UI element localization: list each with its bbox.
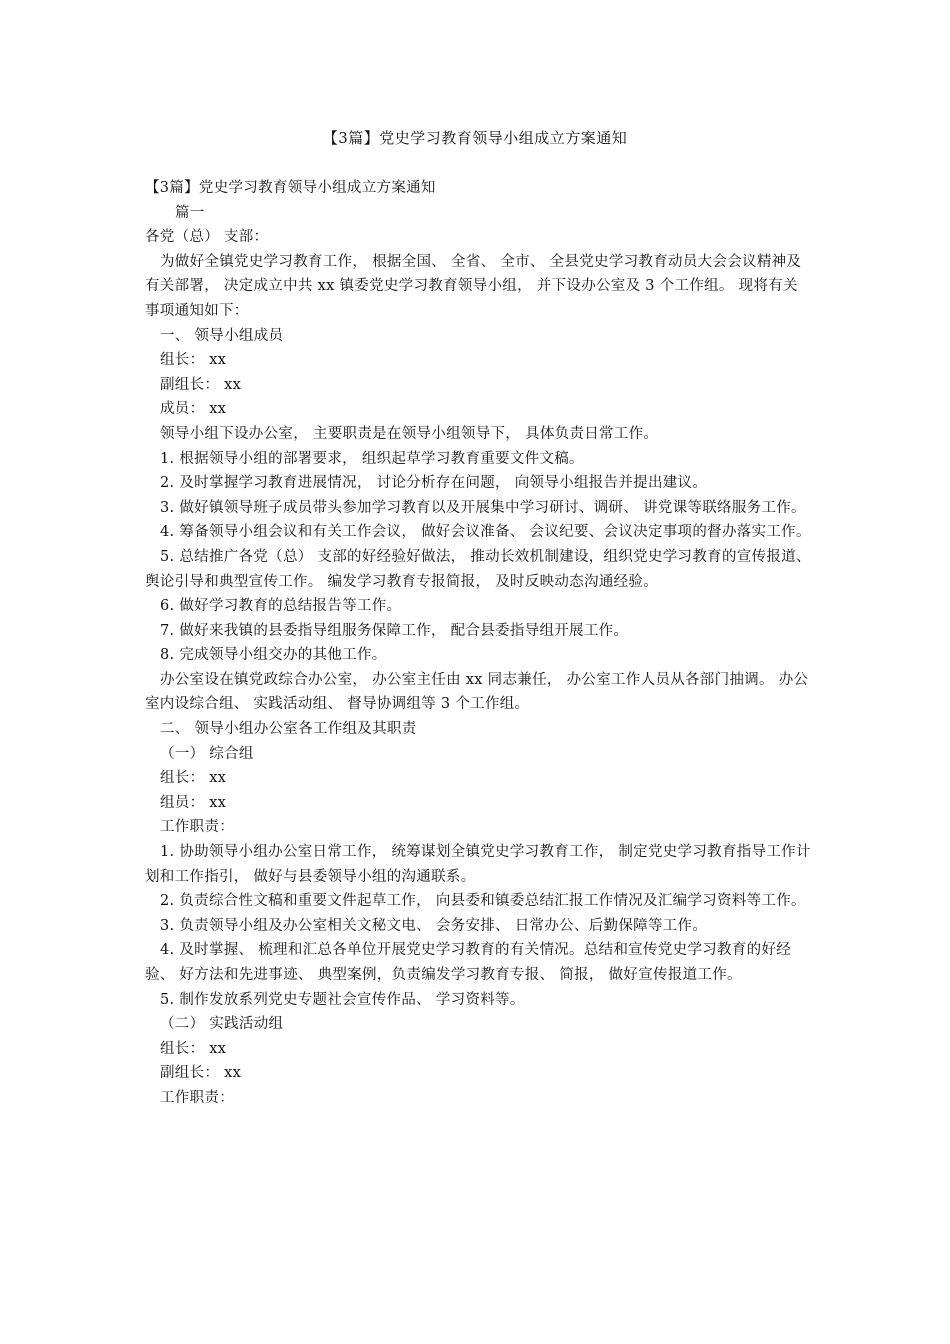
paragraph: 组长： xx: [160, 1040, 227, 1057]
paragraph: 一、 领导小组成员: [160, 327, 284, 344]
paragraph: 3. 做好镇领导班子成员带头参加学习教育以及开展集中学习研讨、调研、 讲党课等联络服务工作。: [160, 499, 806, 516]
paragraph: 篇一: [175, 204, 205, 221]
paragraph: 工作职责：: [160, 819, 234, 836]
paragraph: 组长： xx: [160, 770, 227, 787]
paragraph: （一） 综合组: [160, 745, 254, 762]
paragraph: 4. 及时掌握、 梳理和汇总各单位开展党史学习教育的有关情况。总结和宣传党史学习教育的好经验、 好方法和先进事迹、 典型案例，负责编发学习教育专报、 简报， 做好宣传报道工作。: [145, 942, 792, 983]
document-body: [145, 176, 811, 1111]
paragraph: 3. 负责领导小组及办公室相关文秘文电、 会务安排、 日常办公、后勤保障等工作。: [160, 917, 708, 934]
paragraph: 2. 负责综合性文稿和重要文件起草工作， 向县委和镇委总结汇报工作情况及汇编学习资料等工作。: [160, 893, 806, 910]
paragraph: 工作职责：: [160, 1089, 234, 1106]
paragraph: 副组长： xx: [160, 1065, 242, 1082]
paragraph: 领导小组下设办公室， 主要职责是在领导小组领导下， 具体负责日常工作。: [160, 425, 659, 442]
paragraph: 二、 领导小组办公室各工作组及其职责: [160, 721, 417, 738]
paragraph: 副组长： xx: [160, 376, 242, 393]
paragraph: 为做好全镇党史学习教育工作， 根据全国、 全省、 全市、 全县党史学习教育动员大会会议精神及有关部署， 决定成立中共 xx 镇委党史学习教育领导小组， 并下设办公室及 3 个工作组。 现将有关事项通知如下：: [145, 253, 802, 319]
paragraph: 1. 根据领导小组的部署要求， 组织起草学习教育重要文件文稿。: [160, 450, 584, 467]
paragraph: 5. 制作发放系列党史专题社会宣传作品、 学习资料等。: [160, 991, 525, 1008]
paragraph: 5. 总结推广各党（总） 支部的好经验好做法， 推动长效机制建设，组织党史学习教育的宣传报道、 舆论引导和典型宣传工作。 编发学习教育专报简报， 及时反映动态沟通经验。: [145, 548, 811, 590]
paragraph: 2. 及时掌握学习教育进展情况， 讨论分析存在问题， 向领导小组报告并提出建议。: [160, 475, 708, 492]
paragraph: 【3篇】党史学习教育领导小组成立方案通知: [145, 180, 436, 196]
paragraph: 组员： xx: [160, 794, 227, 811]
paragraph: 6. 做好学习教育的总结报告等工作。: [160, 598, 402, 615]
paragraph: 1. 协助领导小组办公室日常工作， 统筹谋划全镇党史学习教育工作， 制定党史学习教育指导工作计划和工作指引， 做好与县委领导小组的沟通联系。: [145, 844, 811, 885]
paragraph: 成员： xx: [160, 401, 227, 418]
paragraph: （二） 实践活动组: [160, 1016, 284, 1033]
paragraph: 4. 筹备领导小组会议和有关工作会议， 做好会议准备、 会议纪要、会议决定事项的督办落实工作。: [160, 524, 811, 541]
paragraph: 组长： xx: [160, 352, 227, 369]
paragraph: 7. 做好来我镇的县委指导组服务保障工作， 配合县委指导组开展工作。: [160, 622, 629, 639]
paragraph: 各党（总） 支部：: [145, 229, 269, 246]
paragraph: 办公室设在镇党政综合办公室， 办公室主任由 xx 同志兼任， 办公室工作人员从各部门抽调。 办公室内设综合组、 实践活动组、 督导协调组等 3 个工作组。: [145, 671, 809, 713]
paragraph: 8. 完成领导小组交办的其他工作。: [160, 647, 387, 664]
document-title: 【3篇】党史学习教育领导小组成立方案通知: [322, 129, 628, 147]
